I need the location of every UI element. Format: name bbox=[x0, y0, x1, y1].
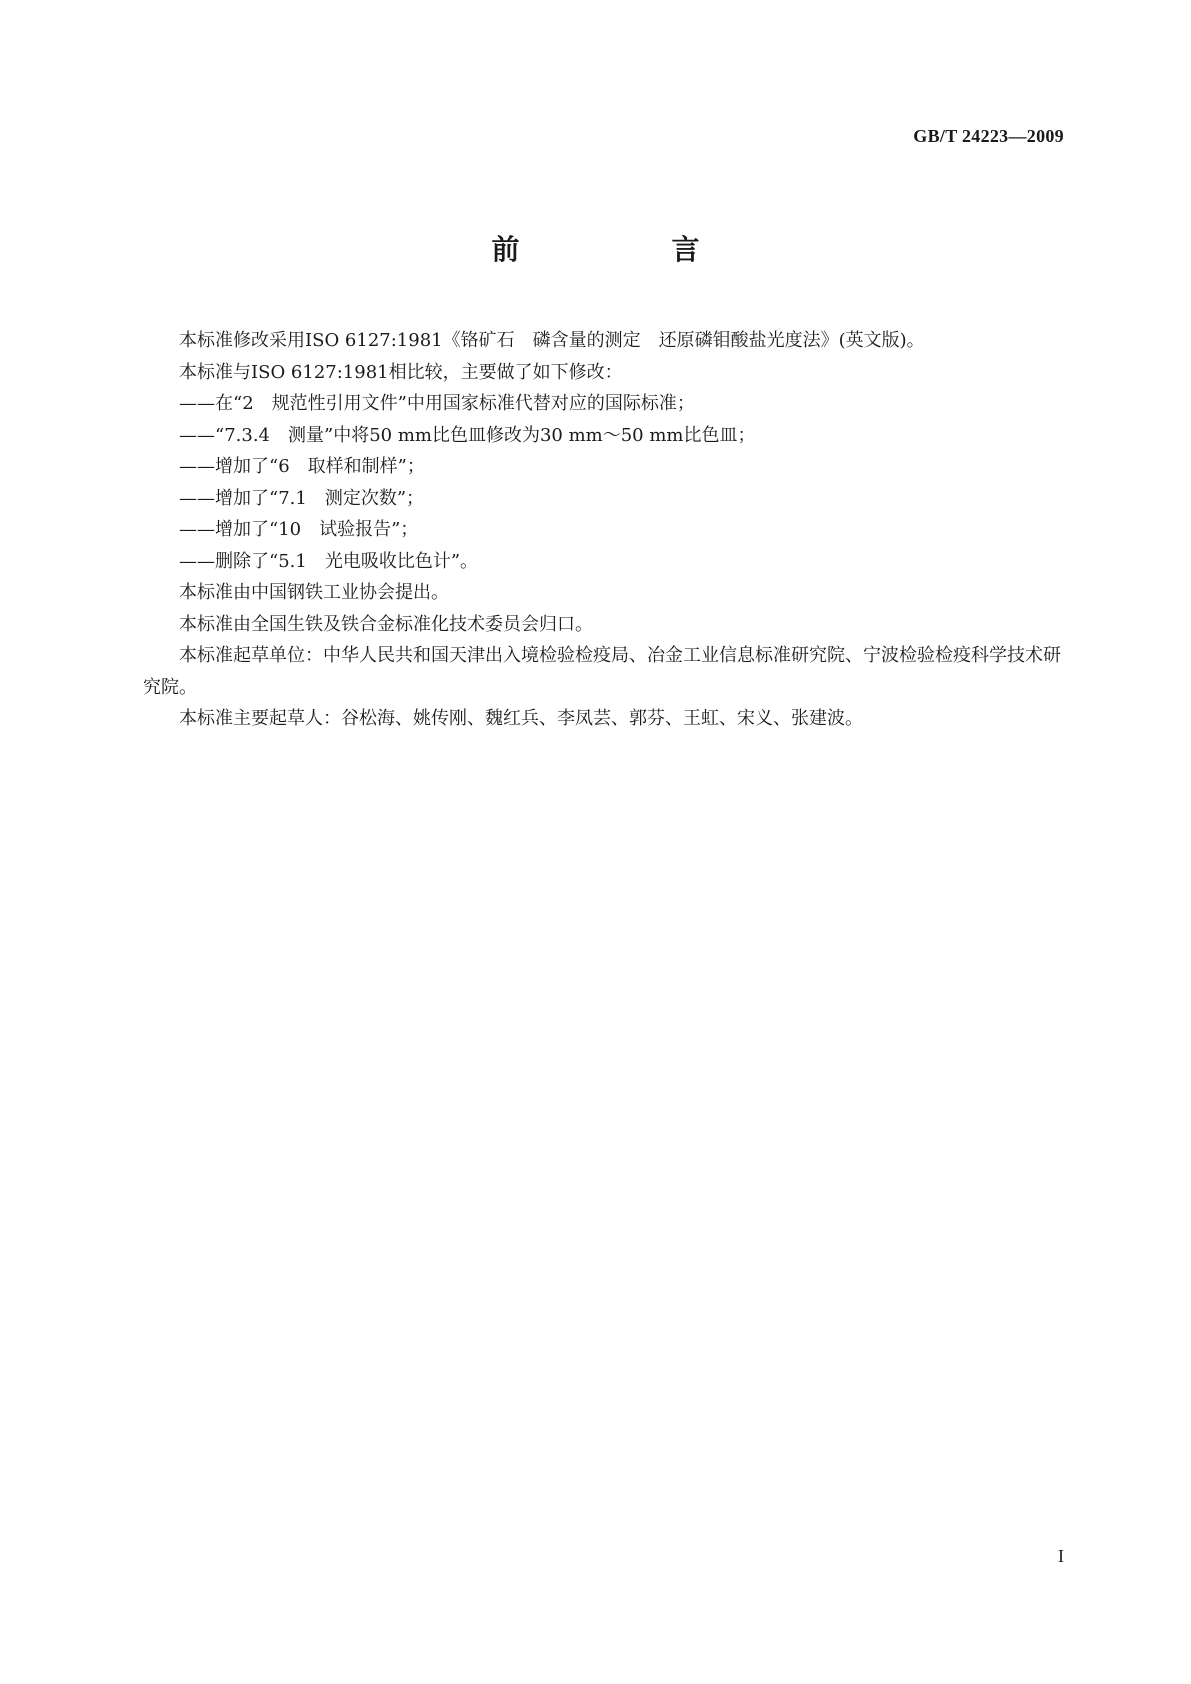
change-item: ——增加了“10 试验报告”； bbox=[179, 519, 419, 540]
proposer-statement: 本标准由中国钢铁工业协会提出。 bbox=[179, 582, 449, 603]
change-item: ——在“2 规范性引用文件”中用国家标准代替对应的国际标准； bbox=[179, 393, 695, 414]
drafters-statement: 本标准主要起草人：谷松海、姚传刚、魏红兵、李凤芸、郭芬、王虹、宋义、张建波。 bbox=[179, 708, 863, 729]
comparison-statement: 本标准与ISO 6127:1981相比较，主要做了如下修改： bbox=[179, 361, 623, 383]
page-title: 前 言 bbox=[491, 233, 762, 266]
centralized-by-statement: 本标准由全国生铁及铁合金标准化技术委员会归口。 bbox=[179, 613, 593, 635]
change-item: ——删除了“5.1 光电吸收比色计”。 bbox=[179, 550, 479, 572]
change-item: ——增加了“6 取样和制样”； bbox=[179, 456, 425, 477]
adoption-statement: 本标准修改采用ISO 6127:1981《铬矿石 磷含量的测定 还原磷钼酸盐光度法》(英文版)。 bbox=[179, 330, 925, 351]
change-item: ——“7.3.4 测量”中将50 mm比色皿修改为30 mm～50 mm比色皿； bbox=[179, 424, 756, 446]
foreword-body bbox=[143, 325, 1063, 735]
change-item: ——增加了“7.1 测定次数”； bbox=[179, 487, 425, 509]
drafting-units-statement: 本标准起草单位：中华人民共和国天津出入境检验检疫局、冶金工业信息标准研究院、宁波检验检疫科学技术研究院。 bbox=[143, 645, 1061, 698]
page-number: I bbox=[1058, 1546, 1064, 1566]
standard-number: GB/T 24223—2009 bbox=[913, 126, 1064, 146]
